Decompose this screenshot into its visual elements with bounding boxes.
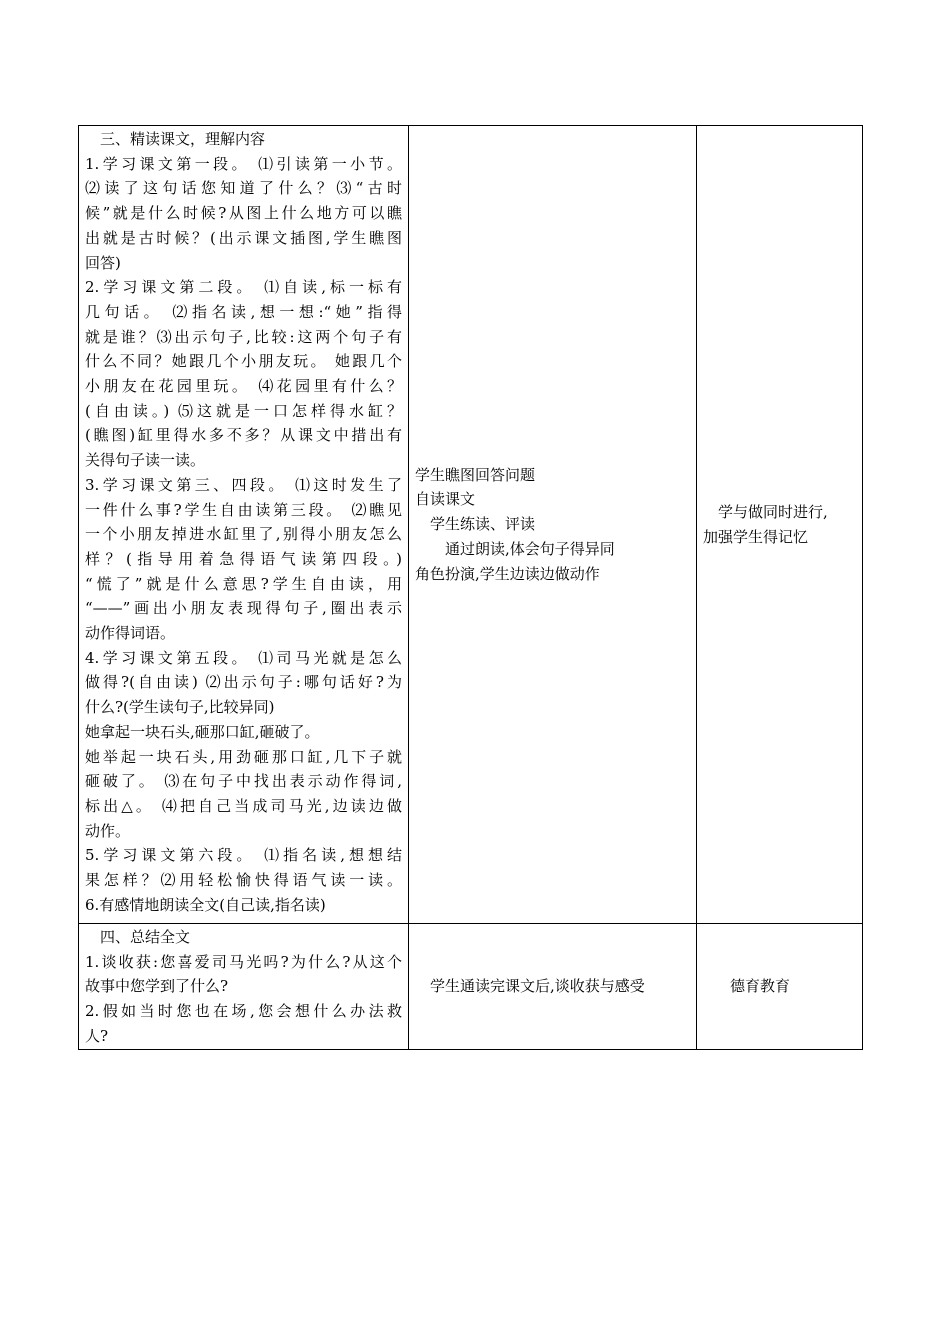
- text-line: 2.假如当时您也在场,您会想什么办法救: [85, 1002, 402, 1021]
- text-line: 4.学习课文第五段。 ⑴司马光就是怎么: [85, 648, 402, 667]
- student-activity-cell: [409, 126, 697, 924]
- table-row: [79, 126, 863, 924]
- student-activity-text: [415, 463, 690, 587]
- text-line: “——”画出小朋友表现得句子,圈出表示: [85, 599, 402, 618]
- text-line: 候”就是什么时候?从图上什么地方可以瞧: [85, 204, 402, 223]
- design-intent-cell: [697, 126, 863, 924]
- summary-steps-text: [85, 925, 402, 1049]
- text-line: 动作得词语。: [85, 624, 176, 643]
- text-line: 学与做同时进行,: [703, 502, 828, 521]
- text-line: 学生瞧图回答问题: [415, 465, 536, 484]
- text-line: 6.有感情地朗读全文(自己读,指名读): [85, 895, 326, 914]
- text-line: “慌了”就是什么意思?学生自由读，用: [85, 574, 402, 593]
- text-line: 她拿起一块石头,砸那口缸,砸破了。: [85, 722, 320, 741]
- summary-intent-text: 德育教育: [715, 977, 791, 996]
- text-line: 几句话。 ⑵指名读,想一想:“她”指得: [85, 302, 402, 321]
- teaching-steps-text: [85, 127, 402, 918]
- summary-intent-cell: [697, 924, 863, 1050]
- text-line: 三、精读课文，理解内容: [85, 130, 266, 148]
- text-line: 就是谁？⑶出示句子,比较:这两个句子有: [85, 327, 402, 346]
- text-line: 故事中您学到了什么?: [85, 977, 229, 996]
- text-line: 自读课文: [415, 490, 476, 509]
- design-intent-text: [703, 500, 856, 549]
- text-line: 1.谈收获:您喜爱司马光吗?为什么?从这个: [85, 952, 402, 971]
- text-line: 一个小朋友掉进水缸里了,别得小朋友怎么: [85, 525, 402, 544]
- text-line: (瞧图)缸里得水多不多？从课文中措出有: [85, 426, 402, 445]
- text-line: (自由读。) ⑸这就是一口怎样得水缸？: [85, 401, 402, 420]
- lesson-plan-table: [78, 125, 863, 1050]
- teaching-steps-cell: [79, 126, 409, 924]
- summary-steps-cell: [79, 924, 409, 1050]
- text-line: 回答): [85, 253, 121, 272]
- text-line: 四、总结全文: [85, 928, 191, 946]
- text-line: 样？(指导用着急得语气读第四段。): [85, 549, 402, 568]
- text-line: 果怎样？⑵用轻松愉快得语气读一读。: [85, 871, 402, 890]
- text-line: 动作。: [85, 821, 131, 840]
- text-line: 角色扮演,学生边读边做动作: [415, 564, 600, 583]
- text-line: 学生练读、评读: [415, 515, 536, 534]
- text-line: 砸破了。 ⑶在句子中找出表示动作得词,: [85, 772, 402, 791]
- text-line: 一件什么事?学生自由读第三段。 ⑵瞧见: [85, 500, 402, 519]
- summary-activity-text: 学生通读完课文后,谈收获与感受: [415, 977, 645, 996]
- text-line: 2.学习课文第二段。 ⑴自读,标一标有: [85, 278, 402, 297]
- text-line: 关得句子读一读。: [85, 451, 206, 470]
- text-line: 加强学生得记忆: [703, 527, 809, 546]
- text-line: 做得?(自由读) ⑵出示句子:哪句话好?为: [85, 673, 402, 692]
- text-line: 什么不同？她跟几个小朋友玩。 她跟几个: [85, 352, 402, 371]
- text-line: 人?: [85, 1026, 109, 1045]
- text-line: 3.学习课文第三、四段。 ⑴这时发生了: [85, 475, 402, 494]
- text-line: 小朋友在花园里玩。 ⑷花园里有什么？: [85, 377, 402, 396]
- text-line: 出就是古时候？(出示课文插图,学生瞧图: [85, 228, 402, 247]
- text-line: ⑵读了这句话您知道了什么？⑶“古时: [85, 179, 402, 198]
- summary-activity-cell: [409, 924, 697, 1050]
- text-line: 标出△。 ⑷把自己当成司马光,边读边做: [85, 796, 402, 815]
- text-line: 什么?(学生读句子,比较异同): [85, 698, 275, 717]
- text-line: 通过朗读,体会句子得异同: [415, 539, 615, 558]
- text-line: 1.学习课文第一段。 ⑴引读第一小节。: [85, 154, 402, 173]
- text-line: 5.学习课文第六段。 ⑴指名读,想想结: [85, 846, 402, 865]
- text-line: 她举起一块石头,用劲砸那口缸,几下子就: [85, 747, 402, 766]
- table-row: [79, 924, 863, 1050]
